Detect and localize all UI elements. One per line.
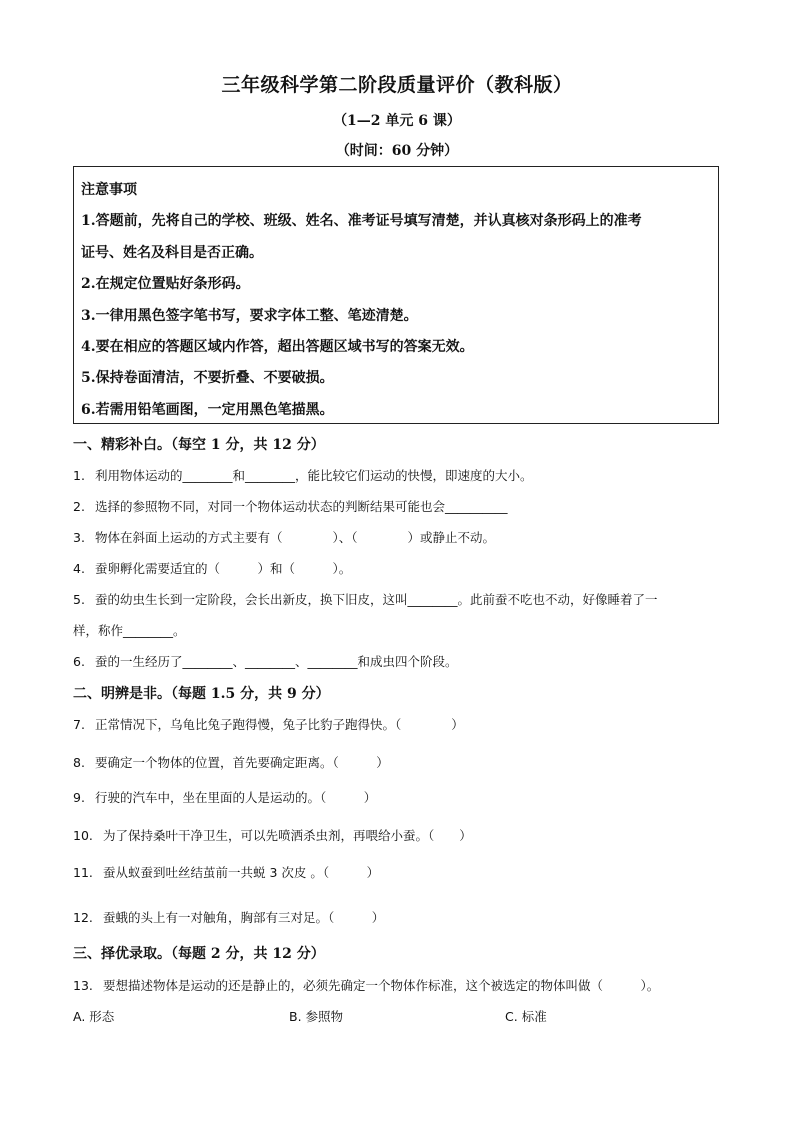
page-title: 三年级科学第二阶段质量评价（教科版） — [221, 74, 573, 96]
question-number: 1. — [73, 468, 85, 483]
question-text: 蚕卵孵化需要适宜的（ ）和（ ）。 — [94, 561, 352, 576]
question-2 — [73, 497, 508, 515]
option-b — [289, 1007, 343, 1025]
option-text: 参照物 — [305, 1009, 344, 1024]
question-10 — [73, 826, 472, 844]
question-text: 蚕从蚁蚕到吐丝结茧前一共蜕 3 次皮 。（ ） — [102, 865, 380, 880]
question-text: 要想描述物体是运动的还是静止的，必须先确定一个物体作标准，这个被选定的物体叫做（ ）。 — [102, 978, 660, 993]
section-title-fill-blank: 一、精彩补白。（每空 1 分，共 12 分） — [73, 437, 325, 453]
option-a — [73, 1007, 114, 1025]
question-5-continued — [73, 621, 186, 639]
question-5 — [73, 590, 658, 608]
question-number: 13. — [73, 978, 93, 993]
question-number: 4. — [73, 561, 85, 576]
question-text: 要确定一个物体的位置，首先要确定距离。（ ） — [94, 755, 389, 770]
option-c — [505, 1007, 547, 1025]
option-label: B. — [289, 1009, 302, 1024]
question-number: 3. — [73, 530, 85, 545]
notice-item: 3.一律用黑色签字笔书写，要求字体工整、笔迹清楚。 — [81, 307, 418, 324]
question-number: 12. — [73, 910, 93, 925]
notice-item: 证号、姓名及科目是否正确。 — [81, 244, 263, 261]
question-text: 物体在斜面上运动的方式主要有（ ）、（ ）或静止不动。 — [94, 530, 495, 545]
notice-item: 2.在规定位置贴好条形码。 — [81, 276, 250, 293]
question-8 — [73, 753, 389, 771]
option-text: 标准 — [521, 1009, 547, 1024]
question-text: 正常情况下，乌龟比兔子跑得慢，兔子比豹子跑得快。（ ） — [94, 717, 464, 732]
scope-subtitle: （1—2 单元 6 课） — [333, 113, 461, 129]
question-number: 9. — [73, 790, 85, 805]
notice-item: 4.要在相应的答题区域内作答，超出答题区域书写的答案无效。 — [81, 339, 474, 356]
question-4 — [73, 559, 351, 577]
question-number: 8. — [73, 755, 85, 770]
question-12 — [73, 908, 384, 926]
notice-box — [73, 166, 719, 424]
question-text: 蚕的一生经历了________、________、________和成虫四个阶段。 — [94, 654, 458, 669]
question-number: 7. — [73, 717, 85, 732]
question-text: 蚕蛾的头上有一对触角，胸部有三对足。（ ） — [102, 910, 385, 925]
question-11 — [73, 863, 379, 881]
option-label: A. — [73, 1009, 86, 1024]
question-7 — [73, 715, 464, 733]
question-text: 行驶的汽车中，坐在里面的人是运动的。（ ） — [94, 790, 377, 805]
question-number: 2. — [73, 499, 85, 514]
section-title-true-false: 二、明辨是非。（每题 1.5 分，共 9 分） — [73, 686, 330, 702]
notice-item: 6.若需用铅笔画图，一定用黑色笔描黑。 — [81, 401, 334, 418]
question-3 — [73, 528, 495, 546]
question-9 — [73, 788, 376, 806]
question-number: 11. — [73, 865, 93, 880]
notice-item: 5.保持卷面清洁，不要折叠、不要破损。 — [81, 370, 334, 387]
question-1 — [73, 466, 533, 484]
question-number: 6. — [73, 654, 85, 669]
question-text: 为了保持桑叶干净卫生，可以先喷洒杀虫剂，再喂给小蚕。（ ） — [102, 828, 472, 843]
notice-heading: 注意事项 — [81, 182, 137, 198]
question-text: 样，称作________。 — [73, 623, 186, 638]
question-text: 利用物体运动的________和________，能比较它们运动的快慢，即速度的大小。 — [94, 468, 533, 483]
question-6 — [73, 652, 458, 670]
question-text: 蚕的幼虫生长到一定阶段，会长出新皮，换下旧皮，这叫________。此前蚕不吃也不动，好像睡着了一 — [94, 592, 658, 607]
option-label: C. — [505, 1009, 518, 1024]
question-text: 选择的参照物不同，对同一个物体运动状态的判断结果可能也会__________ — [94, 499, 508, 514]
section-title-multiple-choice: 三、择优录取。（每题 2 分，共 12 分） — [73, 946, 325, 962]
question-number: 10. — [73, 828, 93, 843]
question-13 — [73, 976, 659, 994]
question-number: 5. — [73, 592, 85, 607]
notice-item: 1.答题前，先将自己的学校、班级、姓名、准考证号填写清楚，并认真核对条形码上的准考 — [81, 213, 642, 230]
time-subtitle: （时间：60 分钟） — [335, 143, 459, 159]
option-text: 形态 — [89, 1009, 115, 1024]
